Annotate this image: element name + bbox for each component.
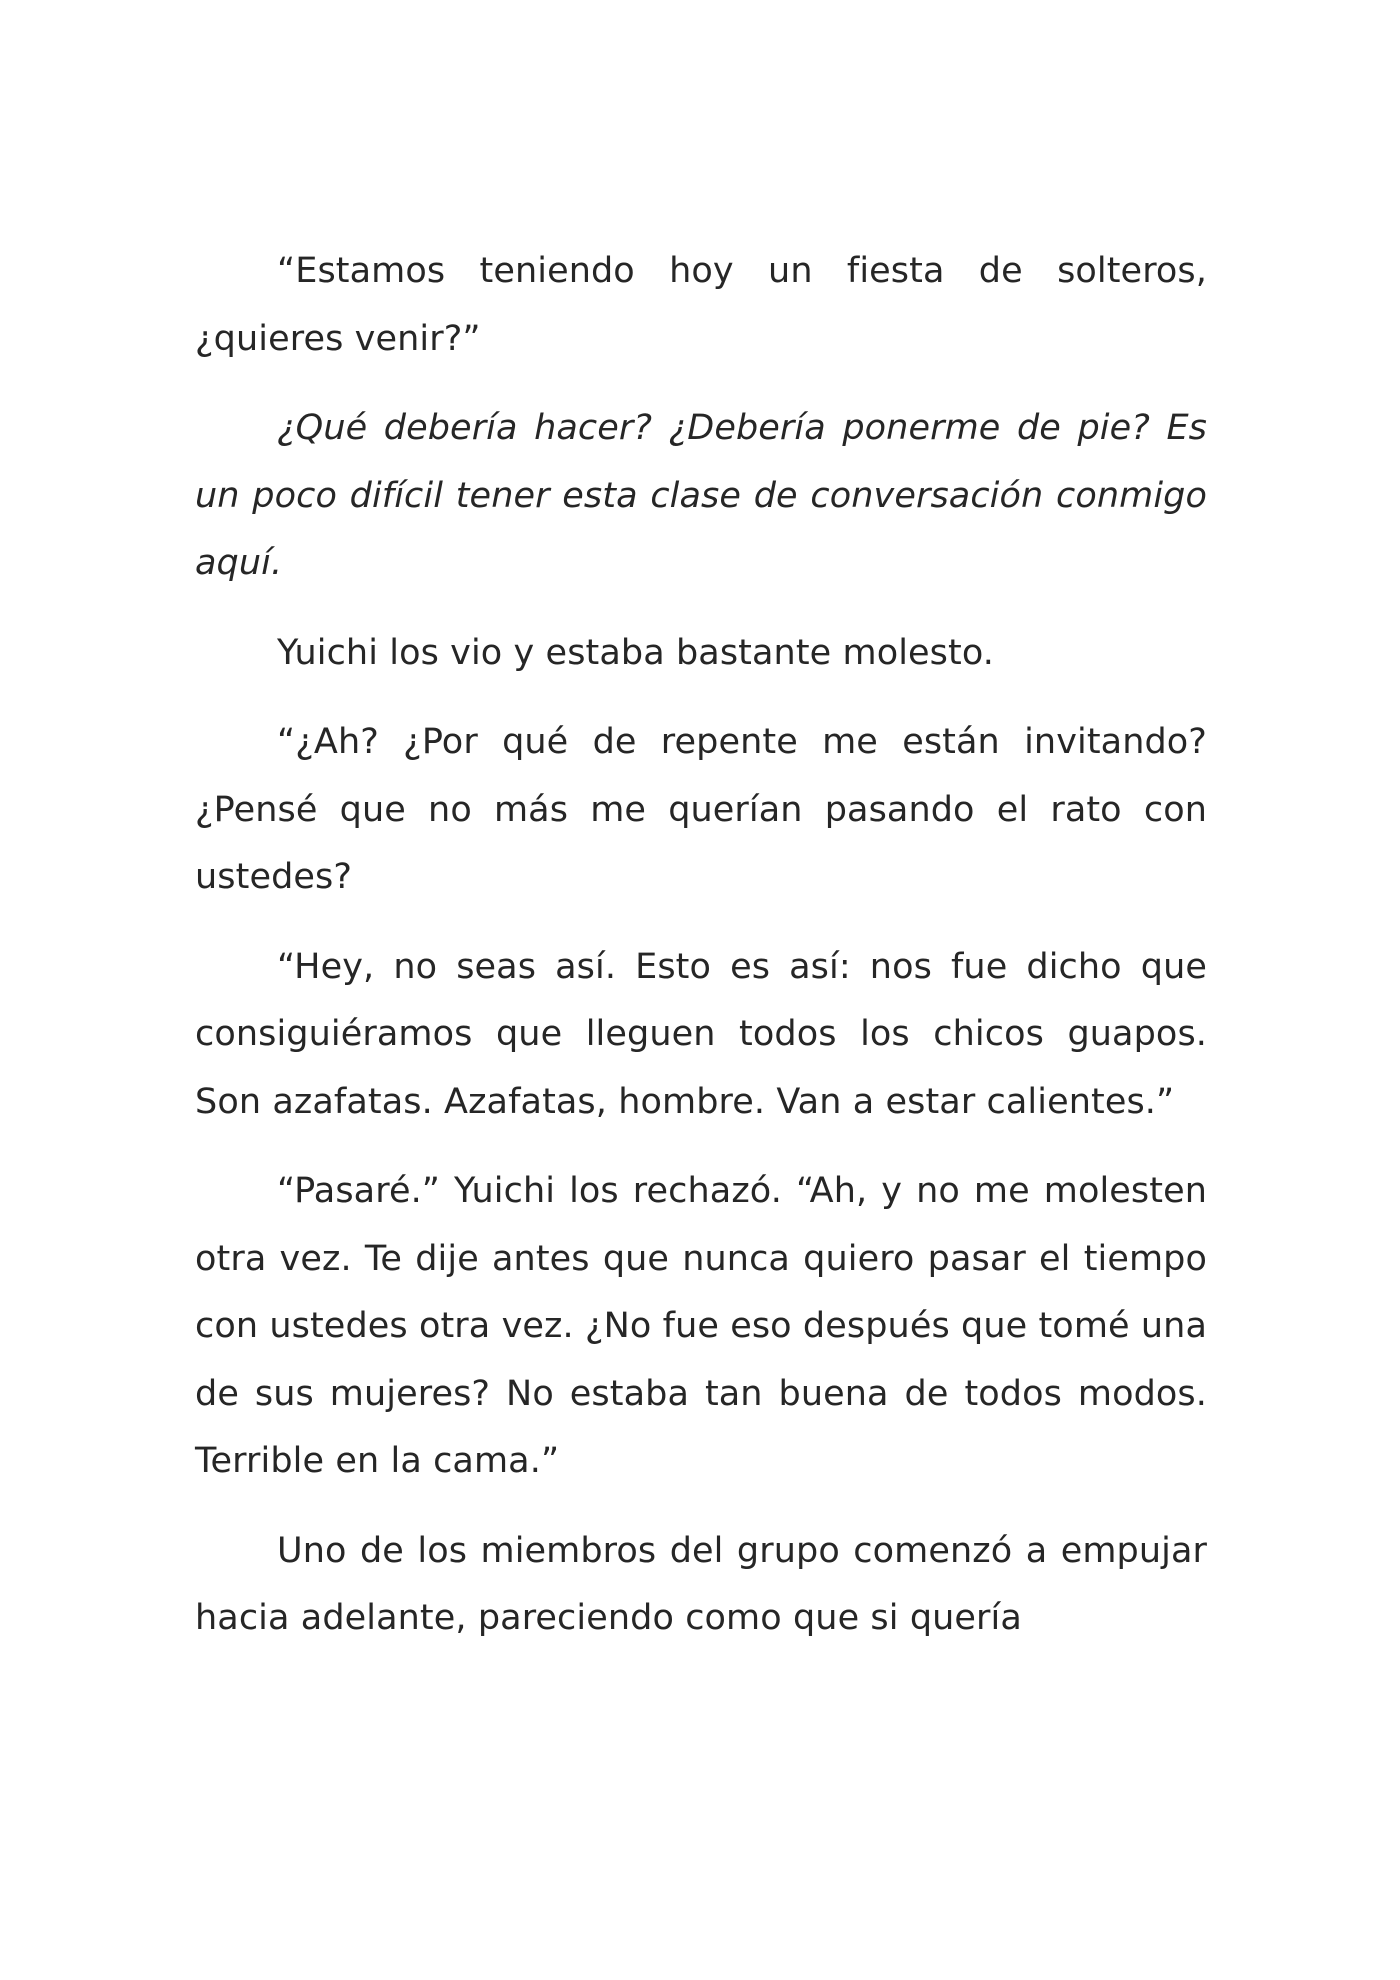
paragraph-6: “Pasaré.” Yuichi los rechazó. “Ah, y no me molesten otra vez. Te dije antes que nunca quiero pasar el tiempo con ustedes otra vez. ¿No fue eso después que tomé una de sus mujeres? No estaba tan buena de todos modos. Terrible en la cama.” bbox=[195, 1171, 1207, 1481]
paragraph-1: “Estamos teniendo hoy un fiesta de solteros, ¿quieres venir?” bbox=[195, 251, 1207, 359]
paragraph-7: Uno de los miembros del grupo comenzó a empujar hacia adelante, pareciendo como que si quería bbox=[195, 1530, 1207, 1638]
paragraph-5: “Hey, no seas así. Esto es así: nos fue dicho que consiguiéramos que lleguen todos los chicos guapos. Son azafatas. Azafatas, hombre. Van a estar calientes.” bbox=[195, 946, 1207, 1122]
body-text bbox=[195, 238, 1207, 1675]
paragraph-4: “¿Ah? ¿Por qué de repente me están invitando? ¿Pensé que no más me querían pasando el rato con ustedes? bbox=[195, 722, 1207, 897]
paragraph-2: ¿Qué debería hacer? ¿Debería ponerme de pie? Es un poco difícil tener esta clase de conversación conmigo aquí. bbox=[195, 408, 1207, 583]
paragraph-3: Yuichi los vio y estaba bastante molesto. bbox=[277, 632, 994, 673]
